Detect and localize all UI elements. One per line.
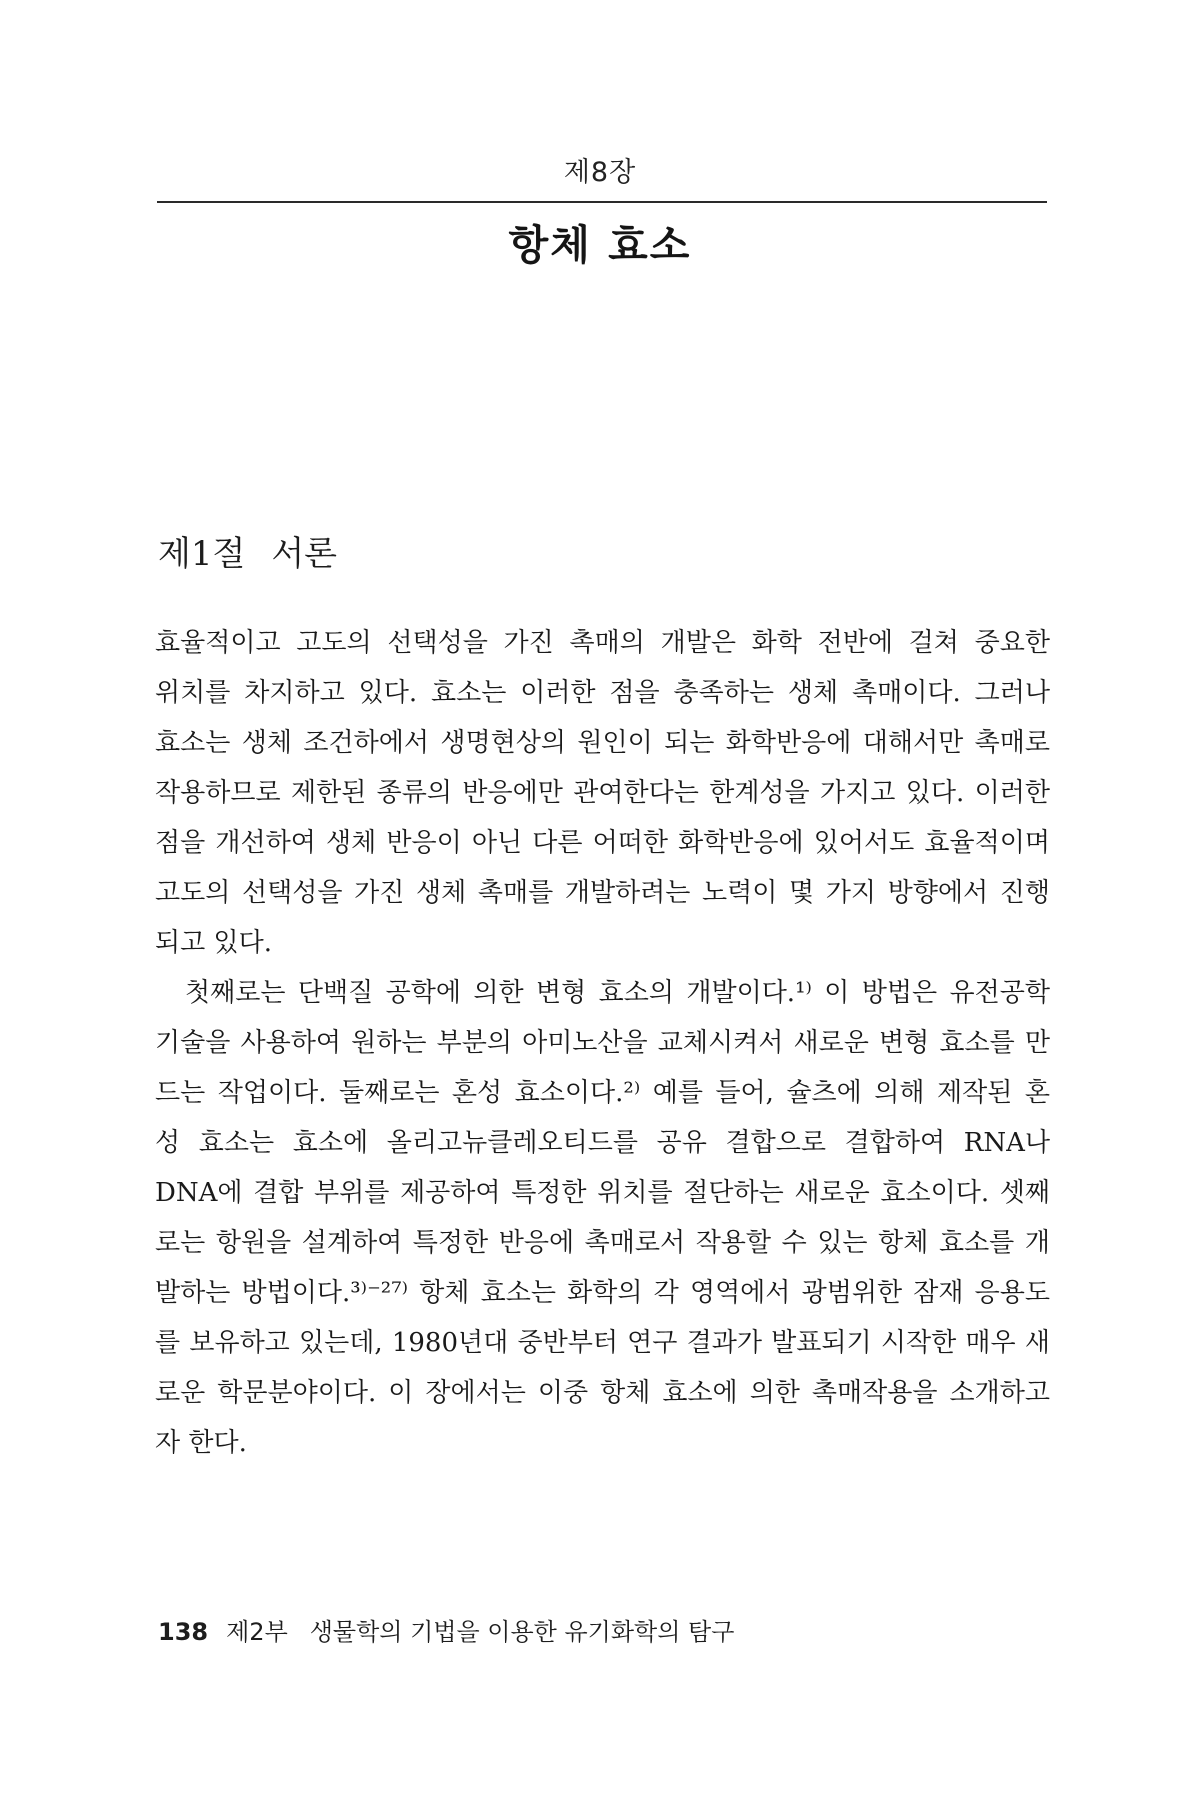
body-line: 첫째로는 단백질 공학에 의한 변형 효소의 개발이다.¹⁾ 이 방법은 유전공학	[185, 978, 1050, 1008]
body-line: 고도의 선택성을 가진 생체 촉매를 개발하려는 노력이 몇 가지 방향에서 진행	[155, 878, 1050, 908]
section-heading	[158, 526, 337, 575]
body-text	[155, 618, 1050, 1468]
body-line: 드는 작업이다. 둘째로는 혼성 효소이다.²⁾ 예를 들어, 슐츠에 의해 제작된 혼	[155, 1078, 1050, 1108]
body-line: 발하는 방법이다.³⁾⁻²⁷⁾ 항체 효소는 화학의 각 영역에서 광범위한 잠재 응용도	[155, 1278, 1050, 1308]
body-line: 효율적이고 고도의 선택성을 가진 촉매의 개발은 화학 전반에 걸쳐 중요한	[155, 628, 1050, 658]
page-number: 138	[158, 1618, 209, 1646]
body-line: 성 효소는 효소에 올리고뉴클레오티드를 공유 결합으로 결합하여 RNA나	[155, 1128, 1050, 1158]
page-footer	[158, 1612, 734, 1647]
body-line: 위치를 차지하고 있다. 효소는 이러한 점을 충족하는 생체 촉매이다. 그러나	[155, 678, 1050, 708]
body-line: 기술을 사용하여 원하는 부분의 아미노산을 교체시켜서 새로운 변형 효소를 만	[155, 1028, 1050, 1058]
body-line: 를 보유하고 있는데, 1980년대 중반부터 연구 결과가 발표되기 시작한 매우 새	[155, 1328, 1050, 1358]
body-line: 로는 항원을 설계하여 특정한 반응에 촉매로서 작용할 수 있는 항체 효소를 개	[155, 1228, 1050, 1258]
body-line: 작용하므로 제한된 종류의 반응에만 관여한다는 한계성을 가지고 있다. 이러한	[155, 778, 1050, 808]
chapter-divider	[157, 201, 1047, 203]
chapter-title: 항체 효소	[508, 221, 692, 269]
section-title: 서론	[271, 534, 338, 574]
body-line: 되고 있다.	[155, 928, 272, 958]
body-line: 로운 학문분야이다. 이 장에서는 이중 항체 효소에 의한 촉매작용을 소개하고	[155, 1378, 1050, 1408]
part-title: 생물학의 기법을 이용한 유기화학의 탐구	[309, 1618, 735, 1646]
body-line: DNA에 결합 부위를 제공하여 특정한 위치를 절단하는 새로운 효소이다. 셋째	[155, 1178, 1050, 1208]
body-line: 점을 개선하여 생체 반응이 아닌 다른 어떠한 화학반응에 있어서도 효율적이며	[155, 828, 1050, 858]
body-line: 자 한다.	[155, 1428, 247, 1458]
body-line: 효소는 생체 조건하에서 생명현상의 원인이 되는 화학반응에 대해서만 촉매로	[155, 728, 1050, 758]
section-number: 제1절	[158, 534, 246, 574]
part-label: 제2부	[226, 1618, 288, 1646]
chapter-label: 제8장	[563, 157, 637, 188]
